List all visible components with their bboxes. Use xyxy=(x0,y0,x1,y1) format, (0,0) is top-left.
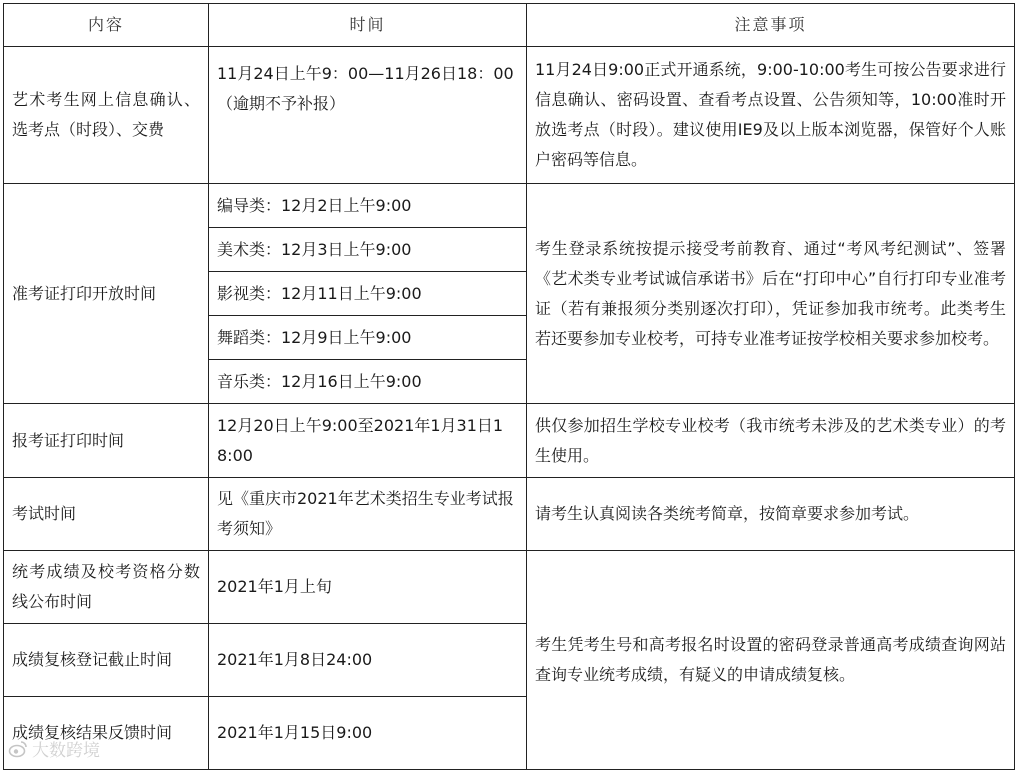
row-content-cell: 考试时间 xyxy=(4,478,209,551)
print-time-cell: 美术类：12月3日上午9:00 xyxy=(209,228,527,272)
row-time-cell: 2021年1月8日24:00 xyxy=(209,624,527,697)
row-notes-cell: 考生凭考生号和高考报名时设置的密码登录普通高考成绩查询网站查询专业统考成绩，有疑义的申请成绩复核。 xyxy=(527,551,1015,770)
row-content-cell: 成绩复核登记截止时间 xyxy=(4,624,209,697)
row-content-cell: 准考证打印开放时间 xyxy=(4,184,209,404)
header-content: 内容 xyxy=(4,4,209,47)
row-content-cell: 统考成绩及校考资格分数线公布时间 xyxy=(4,551,209,624)
row-notes-cell: 供仅参加招生学校专业校考（我市统考未涉及的艺术类专业）的考生使用。 xyxy=(527,404,1015,478)
row-notes-cell: 考生登录系统按提示接受考前教育、通过“考风考纪测试”、签署《艺术类专业考试诚信承诺书》后在“打印中心”自行打印专业准考证（若有兼报须分类别逐次打印），凭证参加我市统考。此类考生若还要参加专业校考，可持专业准考证按学校相关要求参加校考。 xyxy=(527,184,1015,404)
schedule-table xyxy=(3,3,1015,770)
row-content-cell: 艺术考生网上信息确认、选考点（时段）、交费 xyxy=(4,47,209,184)
print-time-cell: 编导类：12月2日上午9:00 xyxy=(209,184,527,228)
row-time-cell: 见《重庆市2021年艺术类招生专业考试报考须知》 xyxy=(209,478,527,551)
row-time-cell: 2021年1月上旬 xyxy=(209,551,527,624)
watermark-text: 大数跨境 xyxy=(32,741,100,761)
table-row xyxy=(4,184,1015,228)
print-time-cell: 影视类：12月11日上午9:00 xyxy=(209,272,527,316)
row-notes-cell: 11月24日9:00正式开通系统，9:00-10:00考生可按公告要求进行信息确认、密码设置、查看考点设置、公告须知等，10:00准时开放选考点（时段）。建议使用IE9及以上版本浏览器，保管好个人账户密码等信息。 xyxy=(527,47,1015,184)
row-content-cell: 成绩复核结果反馈时间 xyxy=(4,697,209,770)
row-notes-cell: 请考生认真阅读各类统考简章，按简章要求参加考试。 xyxy=(527,478,1015,551)
header-row xyxy=(4,4,1015,47)
print-time-cell: 音乐类：12月16日上午9:00 xyxy=(209,360,527,404)
row-time-cell: 12月20日上午9:00至2021年1月31日18:00 xyxy=(209,404,527,478)
table-row xyxy=(4,47,1015,184)
print-time-cell: 舞蹈类：12月9日上午9:00 xyxy=(209,316,527,360)
table-row xyxy=(4,478,1015,551)
row-time-cell: 2021年1月15日9:00 xyxy=(209,697,527,770)
table-row xyxy=(4,404,1015,478)
header-notes: 注意事项 xyxy=(527,4,1015,47)
header-time: 时间 xyxy=(209,4,527,47)
table-row xyxy=(4,551,1015,624)
row-content-cell: 报考证打印时间 xyxy=(4,404,209,478)
row-time-cell: 11月24日上午9：00—11月26日18：00（逾期不予补报） xyxy=(209,47,527,184)
